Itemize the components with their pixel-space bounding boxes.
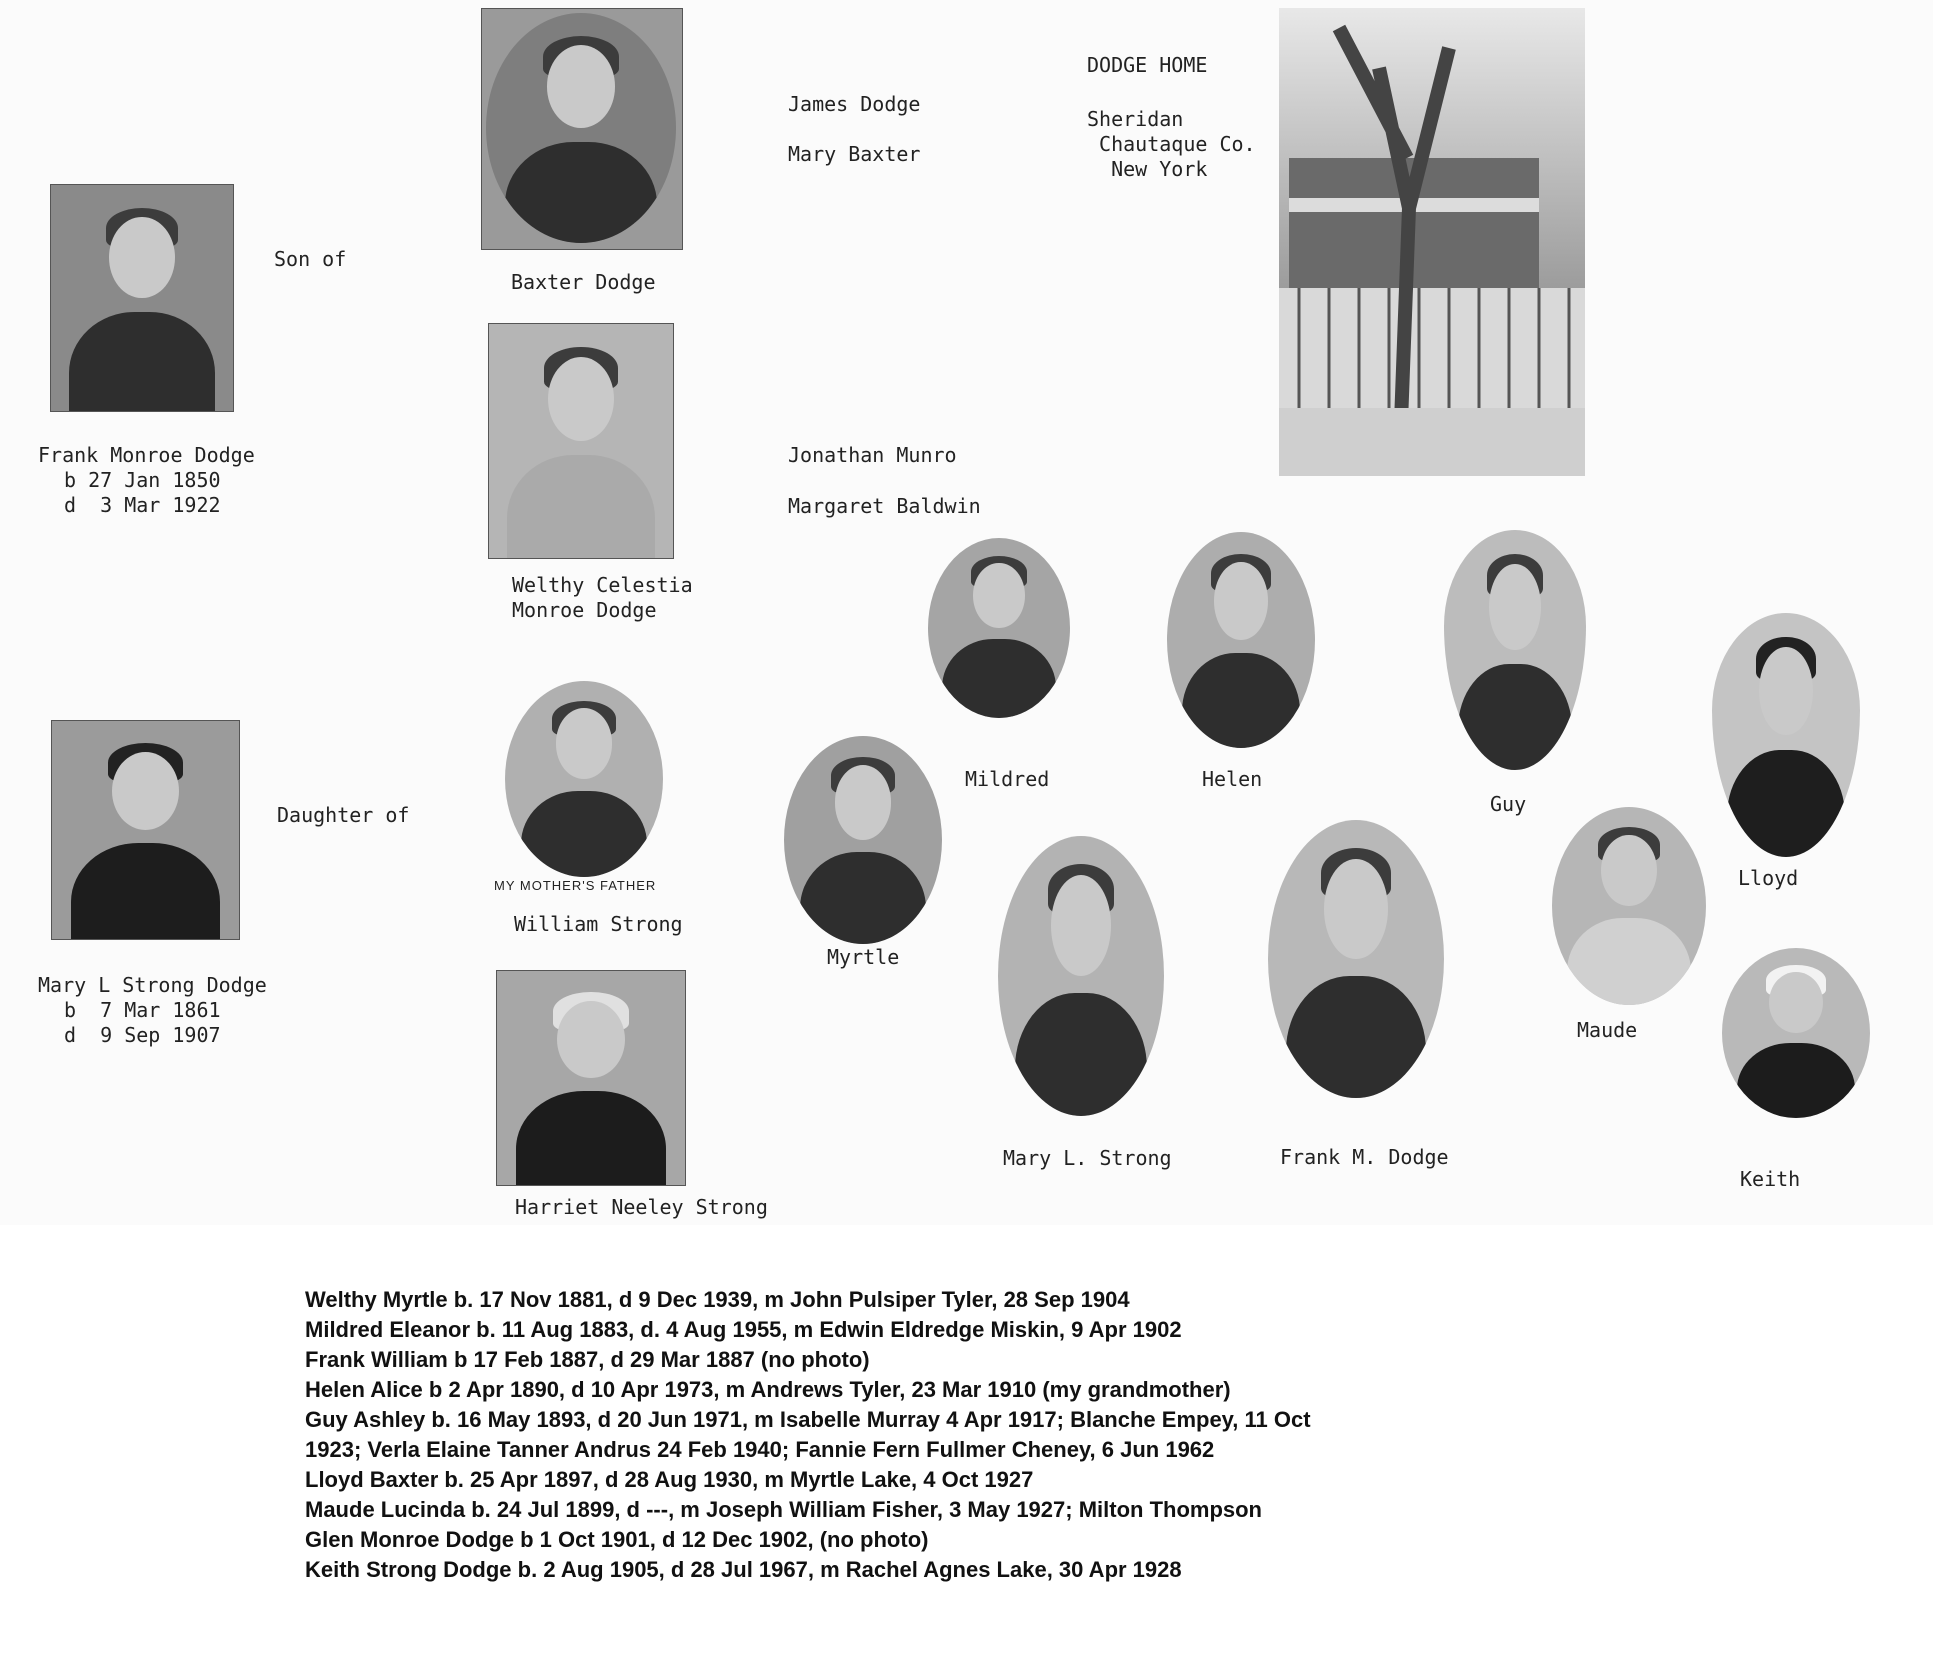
baxter-dodge-caption: Baxter Dodge <box>511 270 656 294</box>
note-line: Glen Monroe Dodge b 1 Oct 1901, d 12 Dec 1902, (no photo) <box>305 1527 929 1552</box>
mother-born: b 7 Mar 1861 <box>64 998 221 1022</box>
welthy-celestia-photo <box>488 323 674 559</box>
welthy-caption-line2: Monroe Dodge <box>512 598 657 622</box>
mother-name: Mary L Strong Dodge <box>38 973 267 997</box>
mary-strong-dodge-photo <box>51 720 240 940</box>
dodge-home-photo <box>1279 8 1585 476</box>
note-line: Lloyd Baxter b. 25 Apr 1897, d 28 Aug 1930, m Myrtle Lake, 4 Oct 1927 <box>305 1467 1034 1492</box>
house-location-2: Chautaque Co. <box>1087 132 1256 156</box>
note-line: Keith Strong Dodge b. 2 Aug 1905, d 28 Jul 1967, m Rachel Agnes Lake, 30 Apr 1928 <box>305 1557 1182 1582</box>
house-location-3: New York <box>1087 157 1208 181</box>
keith-caption: Keith <box>1740 1167 1801 1191</box>
lloyd-caption: Lloyd <box>1738 866 1799 890</box>
baxter-dodge-photo <box>481 8 683 250</box>
father-born: b 27 Jan 1850 <box>64 468 221 492</box>
harriet-neeley-strong-caption: Harriet Neeley Strong <box>515 1195 768 1219</box>
mildred-caption: Mildred <box>965 767 1050 791</box>
mildred-photo <box>928 538 1070 718</box>
guy-photo <box>1444 530 1586 770</box>
my-mothers-father-inscription: MY MOTHER'S FATHER <box>494 878 657 893</box>
house-location-1: Sheridan <box>1087 107 1184 131</box>
william-strong-caption: William Strong <box>514 912 683 936</box>
margaret-baldwin: Margaret Baldwin <box>788 494 981 518</box>
welthy-caption-line1: Welthy Celestia <box>512 573 693 597</box>
keith-photo <box>1722 948 1870 1118</box>
note-line: 1923; Verla Elaine Tanner Andrus 24 Feb 1940; Fannie Fern Fullmer Cheney, 6 Jun 1962 <box>305 1437 1215 1462</box>
note-line: Helen Alice b 2 Apr 1890, d 10 Apr 1973, m Andrews Tyler, 23 Mar 1910 (my grandmother) <box>305 1377 1231 1402</box>
frank-monroe-dodge-photo <box>50 184 234 412</box>
note-line: Frank William b 17 Feb 1887, d 29 Mar 1887 (no photo) <box>305 1347 870 1372</box>
maude-caption: Maude <box>1577 1018 1638 1042</box>
william-strong-photo <box>505 681 663 877</box>
note-line: Guy Ashley b. 16 May 1893, d 20 Jun 1971, m Isabelle Murray 4 Apr 1917; Blanche Empey, 11 Oct <box>305 1407 1311 1432</box>
james-dodge: James Dodge <box>788 92 921 116</box>
frank-m-dodge-photo <box>1268 820 1444 1098</box>
mary-baxter: Mary Baxter <box>788 142 921 166</box>
myrtle-caption: Myrtle <box>827 945 900 969</box>
note-line: Mildred Eleanor b. 11 Aug 1883, d. 4 Aug 1955, m Edwin Eldredge Miskin, 9 Apr 1902 <box>305 1317 1182 1342</box>
son-of-label: Son of <box>274 247 347 271</box>
mother-died: d 9 Sep 1907 <box>64 1023 221 1047</box>
father-died: d 3 Mar 1922 <box>64 493 221 517</box>
harriet-neeley-strong-photo <box>496 970 686 1186</box>
father-name: Frank Monroe Dodge <box>38 443 255 467</box>
mary-l-strong-caption: Mary L. Strong <box>1003 1146 1172 1170</box>
daughter-of-label: Daughter of <box>277 803 410 827</box>
mary-l-strong-photo <box>998 836 1164 1116</box>
myrtle-photo <box>784 736 942 944</box>
family-notes <box>305 1285 1311 1585</box>
helen-caption: Helen <box>1202 767 1263 791</box>
dodge-home-title: DODGE HOME <box>1087 53 1208 77</box>
frank-m-dodge-caption: Frank M. Dodge <box>1280 1145 1449 1169</box>
helen-photo <box>1167 532 1315 748</box>
note-line: Maude Lucinda b. 24 Jul 1899, d ---, m Joseph William Fisher, 3 May 1927; Milton Thompson <box>305 1497 1262 1522</box>
note-line: Welthy Myrtle b. 17 Nov 1881, d 9 Dec 1939, m John Pulsiper Tyler, 28 Sep 1904 <box>305 1287 1130 1312</box>
lloyd-photo <box>1712 613 1860 857</box>
guy-caption: Guy <box>1490 792 1527 816</box>
maude-photo <box>1552 807 1706 1005</box>
jonathan-munro: Jonathan Munro <box>788 443 957 467</box>
